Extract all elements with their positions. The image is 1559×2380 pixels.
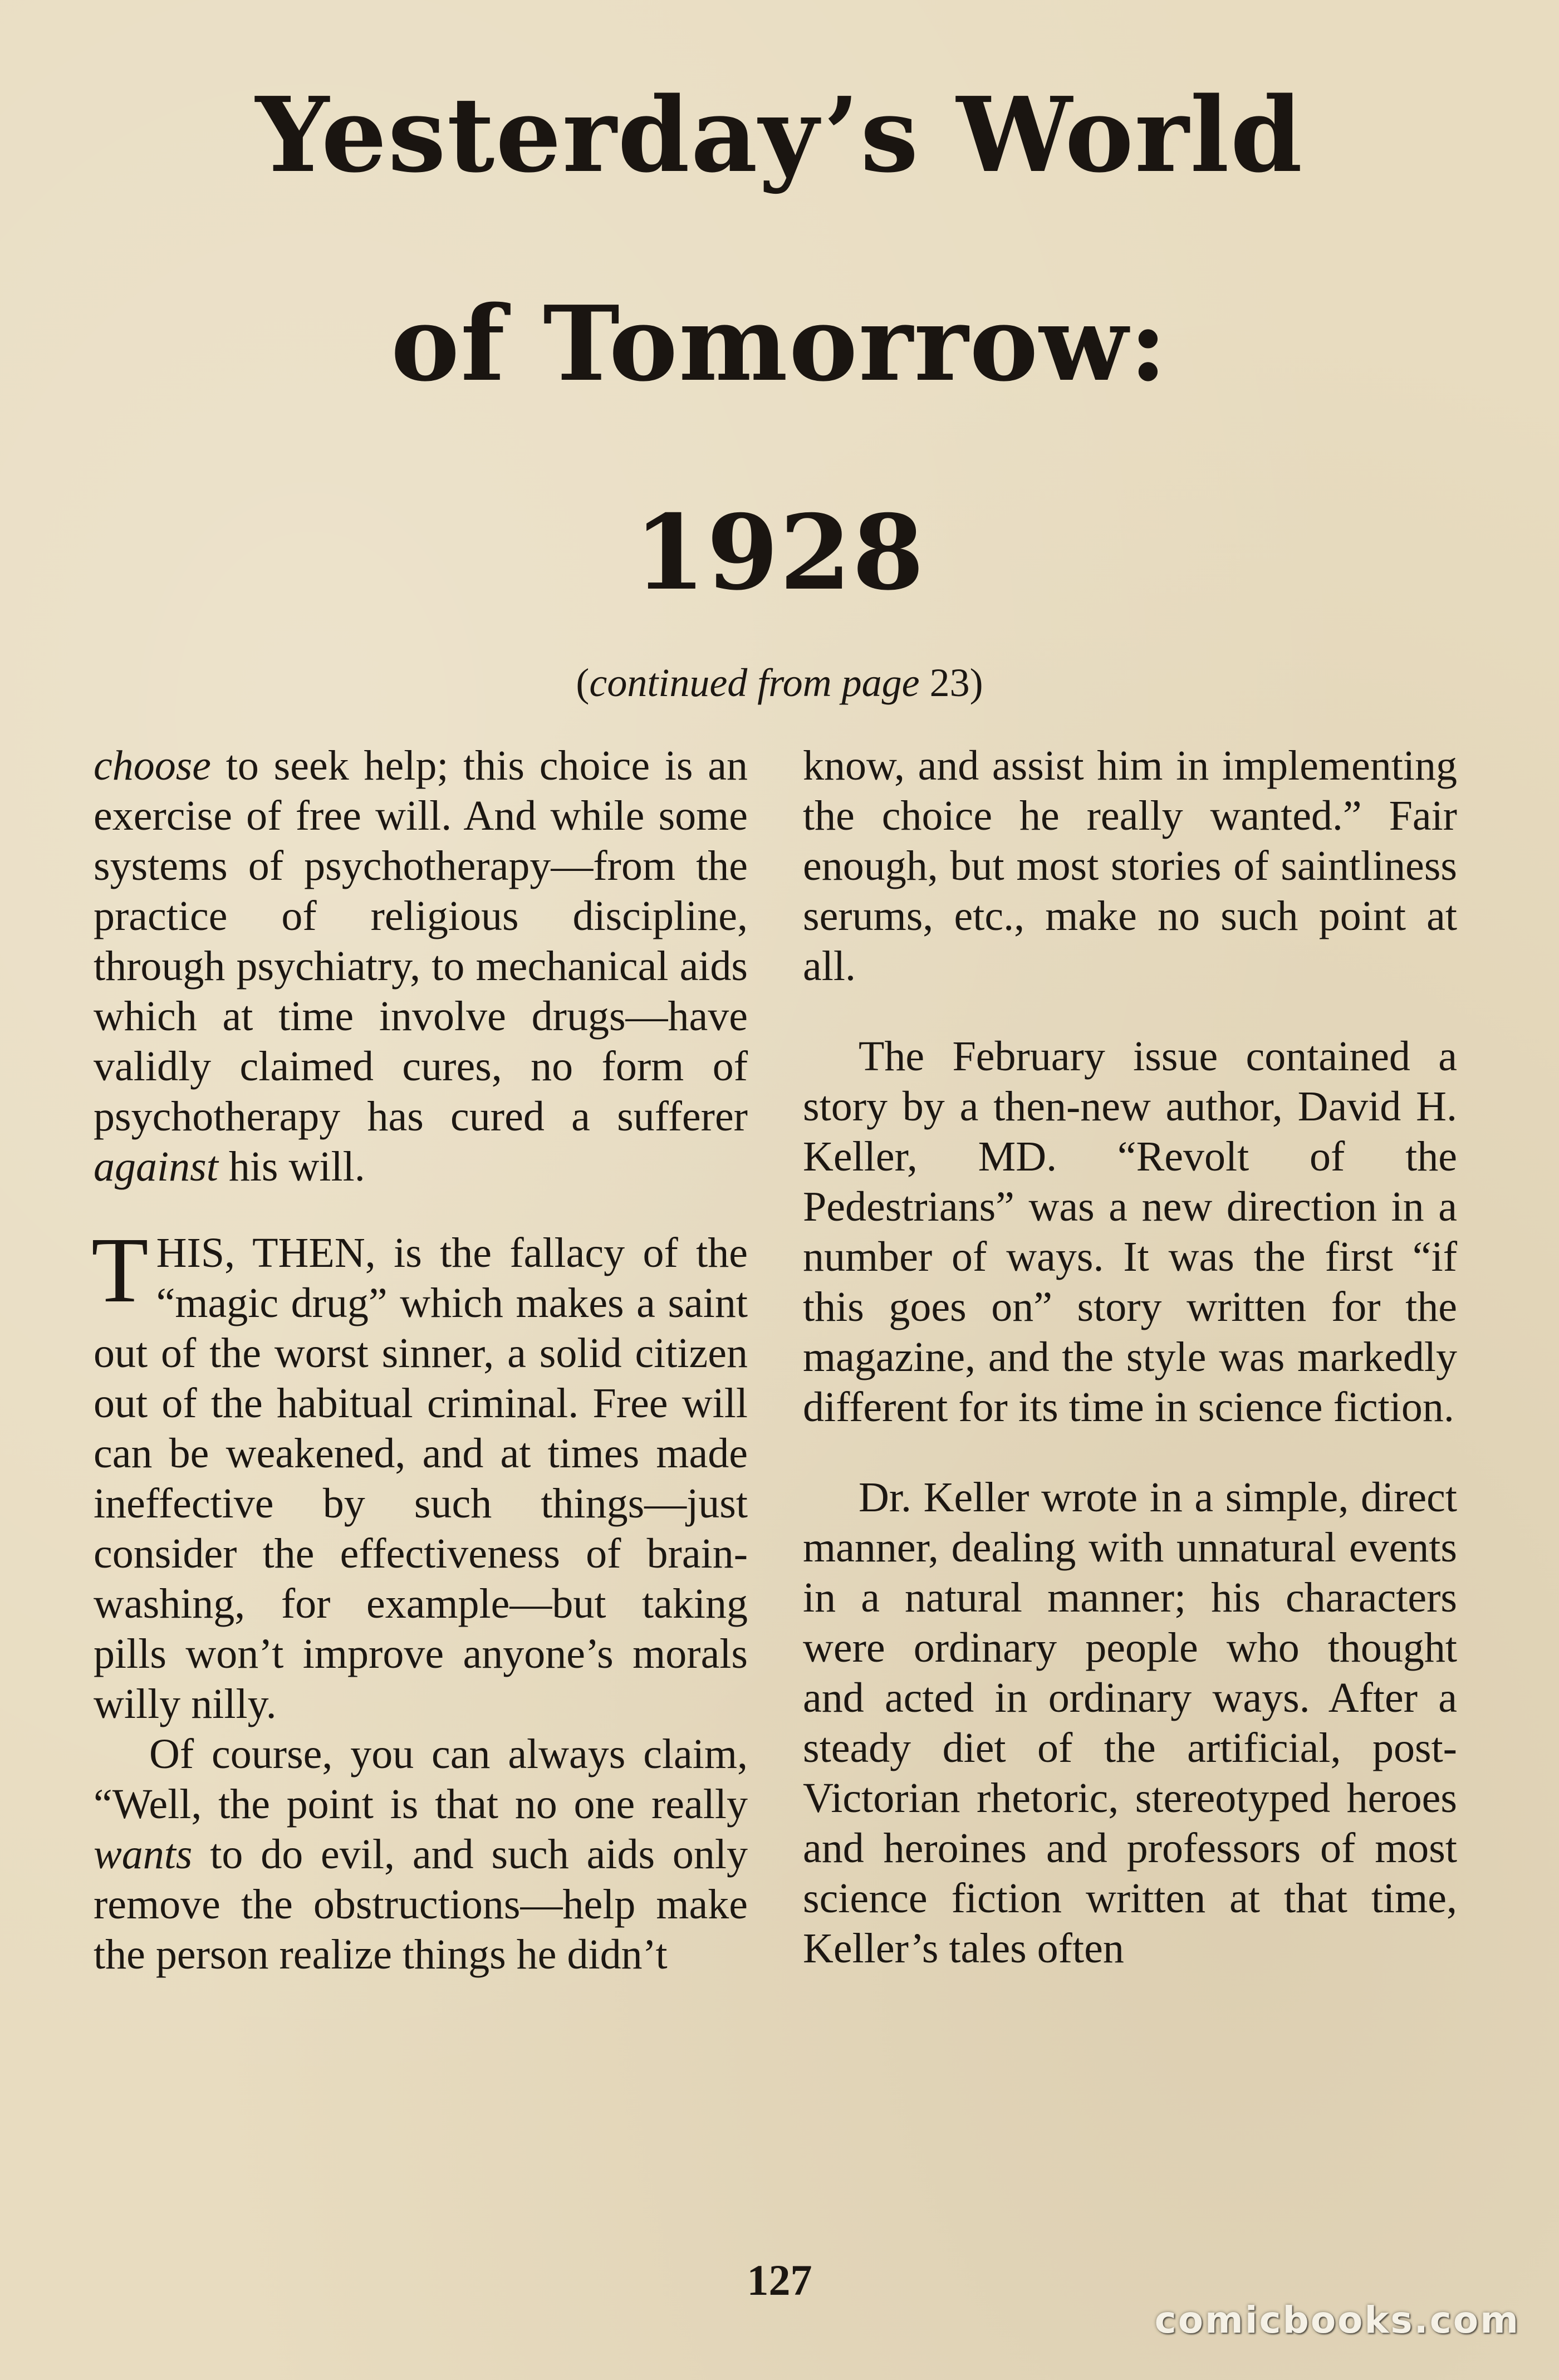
left-paragraph-1: [94, 741, 748, 1192]
continued-page: 23: [929, 660, 970, 705]
right-paragraph-3: Dr. Keller wrote in a simple, direct manner, dealing with unnatural events in a natural manner; his characters were ordinary people who thought and acted in ordinary ways. After a steady diet of the artificial, post-Victorian rhetoric, stereotyped heroes and heroines and professors of most science fiction written at that time, Keller’s tales often: [803, 1474, 1457, 1972]
text-run: his will.: [218, 1143, 365, 1190]
left-paragraph-2: [91, 1218, 748, 1729]
title-line-2: of Tomorrow:: [390, 283, 1169, 404]
title-line-1: Yesterday’s World: [255, 74, 1304, 195]
emphasis: against: [94, 1143, 218, 1190]
site-watermark: comicbooks.com: [1154, 2299, 1520, 2342]
emphasis: choose: [94, 742, 212, 789]
right-paragraph-2: The February issue contained a story by a then-new author, David H. Keller, MD. “Revolt of the Pedestrians” was a new direction in a number of ways. It was the first “if this goes on” story written for the magazine, and the style was markedly different for its time in science fiction.: [803, 1033, 1457, 1431]
text-run: to seek help; this choice is an exercise of free will. And while some systems of psychotherapy—from the practice of religious discipline, through psychiatry, to mechanical aids which at time involve drugs—have validly claimed cures, no form of psychotherapy has cured a sufferer: [94, 742, 748, 1140]
text-run: Of course, you can always claim, “Well, the point is that no one really: [94, 1731, 748, 1828]
text-run: to do evil, and such aids only remove the obstructions—help make the person realize things he didn’t: [94, 1831, 748, 1978]
continued-text: continued from page: [589, 660, 920, 705]
right-column: [803, 741, 1457, 1973]
left-column: [91, 741, 748, 1980]
right-paragraph-1: know, and assist him in implementing the choice he really wanted.” Fair enough, but most stories of saintliness serums, etc., make no such point at all.: [803, 742, 1457, 990]
title-line-3: 1928: [634, 492, 925, 613]
left-paragraph-3: [94, 1729, 748, 1980]
page-number: 127: [747, 2256, 812, 2304]
drop-cap: T: [91, 1218, 149, 1322]
emphasis: wants: [94, 1831, 193, 1878]
continued-note: (continued from page 23): [576, 660, 983, 705]
text-run: HIS, THEN, is the fallacy of the “magic drug” which makes a saint out of the worst sinner, a solid citizen out of the habitual criminal. Free will can be weakened, and at times made ineffective by such things—just consider the effectiveness of brain-washing, for example—but taking pills won’t improve anyone’s morals willy nilly.: [94, 1230, 748, 1727]
